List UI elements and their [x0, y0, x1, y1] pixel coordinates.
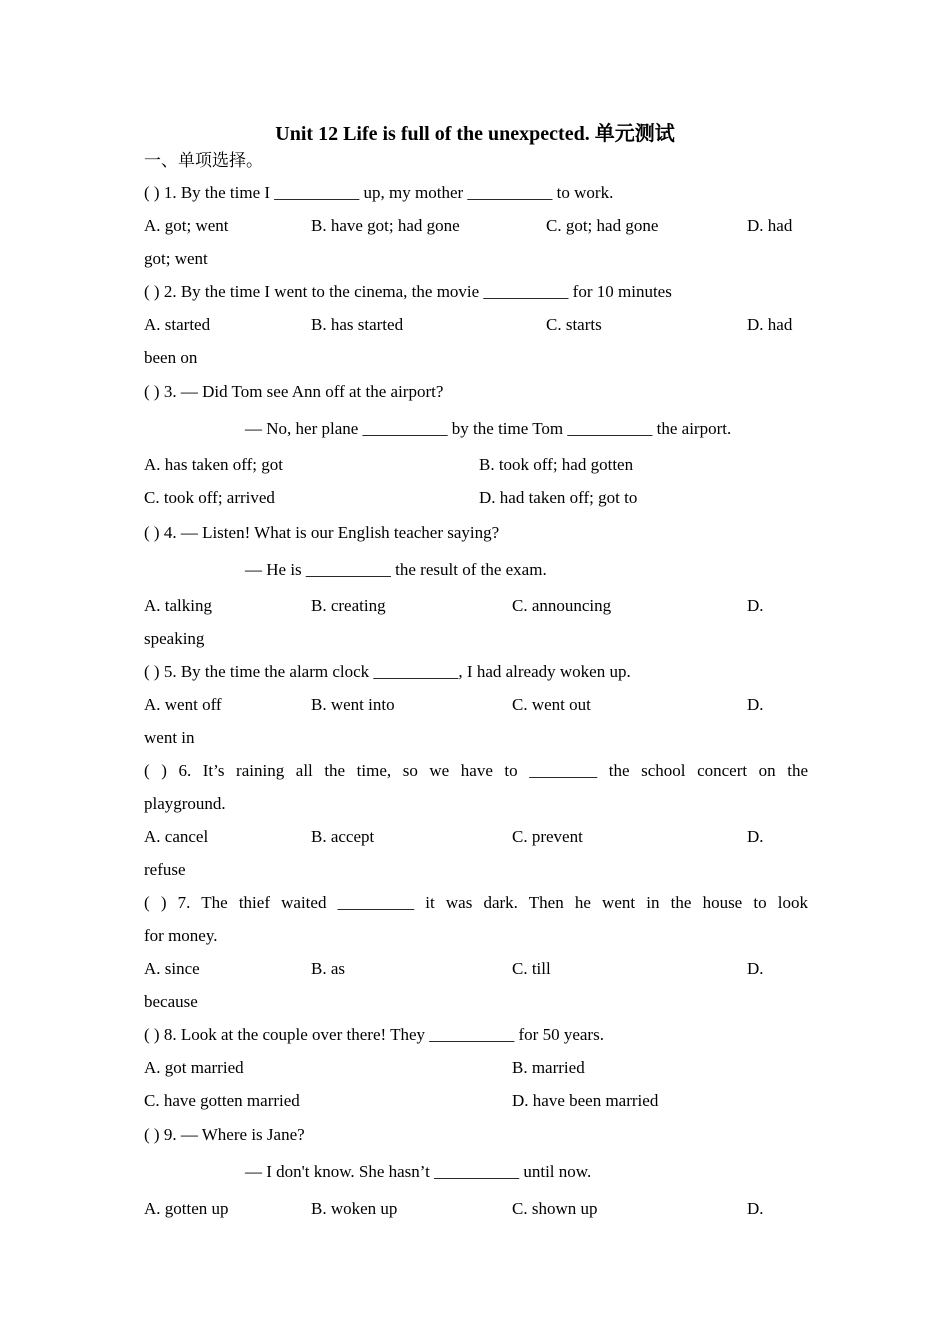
question-7-option-a: A. since	[144, 959, 200, 978]
section-heading: 一、单项选择。	[144, 151, 263, 170]
question-4-reply: — He is __________ the result of the exam.	[245, 560, 547, 579]
question-6-stem: ( ) 6. It’s raining all the time, so we have to ________ the school concert on the	[144, 761, 808, 780]
question-1-stem: ( ) 1. By the time I __________ up, my mother __________ to work.	[144, 183, 614, 202]
question-8-option-b: B. married	[512, 1058, 585, 1077]
question-6-option-b: B. accept	[311, 827, 375, 846]
question-7-option-d-wrap: because	[144, 992, 198, 1011]
question-2-option-d: D. had	[747, 315, 793, 334]
question-7-option-d: D.	[747, 959, 764, 978]
question-6-option-c: C. prevent	[512, 827, 583, 846]
question-8-stem: ( ) 8. Look at the couple over there! They __________ for 50 years.	[144, 1025, 604, 1044]
question-3-option-a: A. has taken off; got	[144, 455, 283, 474]
question-5-option-b: B. went into	[311, 695, 395, 714]
question-1-option-c: C. got; had gone	[546, 216, 659, 235]
question-7-stem-continued: for money.	[144, 926, 218, 945]
question-8-option-c: C. have gotten married	[144, 1091, 300, 1110]
question-5-option-c: C. went out	[512, 695, 591, 714]
question-5-option-a: A. went off	[144, 695, 222, 714]
question-1-option-b: B. have got; had gone	[311, 216, 460, 235]
question-5-stem: ( ) 5. By the time the alarm clock __________, I had already woken up.	[144, 662, 631, 681]
question-9-reply: — I don't know. She hasn’t __________ until now.	[245, 1162, 592, 1181]
question-3-reply: — No, her plane __________ by the time Tom __________ the airport.	[245, 419, 732, 438]
question-4-option-d: D.	[747, 596, 764, 615]
question-4-option-b: B. creating	[311, 596, 386, 615]
question-1-option-a: A. got; went	[144, 216, 229, 235]
question-9-option-b: B. woken up	[311, 1199, 398, 1218]
question-6-stem-continued: playground.	[144, 794, 226, 813]
question-2-option-a: A. started	[144, 315, 211, 334]
question-8-option-d: D. have been married	[512, 1091, 659, 1110]
question-1-option-d-wrap: got; went	[144, 249, 208, 268]
question-8-option-a: A. got married	[144, 1058, 244, 1077]
question-9-option-d: D.	[747, 1199, 764, 1218]
question-4-option-c: C. announcing	[512, 596, 612, 615]
question-1-option-d: D. had	[747, 216, 793, 235]
question-3-option-b: B. took off; had gotten	[479, 455, 634, 474]
question-6-option-d-wrap: refuse	[144, 860, 186, 879]
question-7-stem: ( ) 7. The thief waited _________ it was dark. Then he went in the house to look	[144, 893, 808, 912]
question-7-option-b: B. as	[311, 959, 345, 978]
question-9-option-a: A. gotten up	[144, 1199, 229, 1218]
page-title: Unit 12 Life is full of the unexpected. 单元测试	[275, 123, 675, 145]
question-6-option-d: D.	[747, 827, 764, 846]
question-9-stem: ( ) 9. — Where is Jane?	[144, 1125, 305, 1144]
question-4-option-d-wrap: speaking	[144, 629, 205, 648]
question-3-option-c: C. took off; arrived	[144, 488, 275, 507]
question-5-option-d: D.	[747, 695, 764, 714]
question-7-option-c: C. till	[512, 959, 551, 978]
question-3-stem: ( ) 3. — Did Tom see Ann off at the airport?	[144, 382, 444, 401]
question-3-option-d: D. had taken off; got to	[479, 488, 638, 507]
question-2-option-b: B. has started	[311, 315, 404, 334]
question-6-option-a: A. cancel	[144, 827, 209, 846]
question-9-option-c: C. shown up	[512, 1199, 598, 1218]
question-2-stem: ( ) 2. By the time I went to the cinema, the movie __________ for 10 minutes	[144, 282, 672, 301]
question-2-option-d-wrap: been on	[144, 348, 198, 367]
question-2-option-c: C. starts	[546, 315, 602, 334]
question-4-stem: ( ) 4. — Listen! What is our English teacher saying?	[144, 523, 500, 542]
question-4-option-a: A. talking	[144, 596, 212, 615]
question-5-option-d-wrap: went in	[144, 728, 195, 747]
